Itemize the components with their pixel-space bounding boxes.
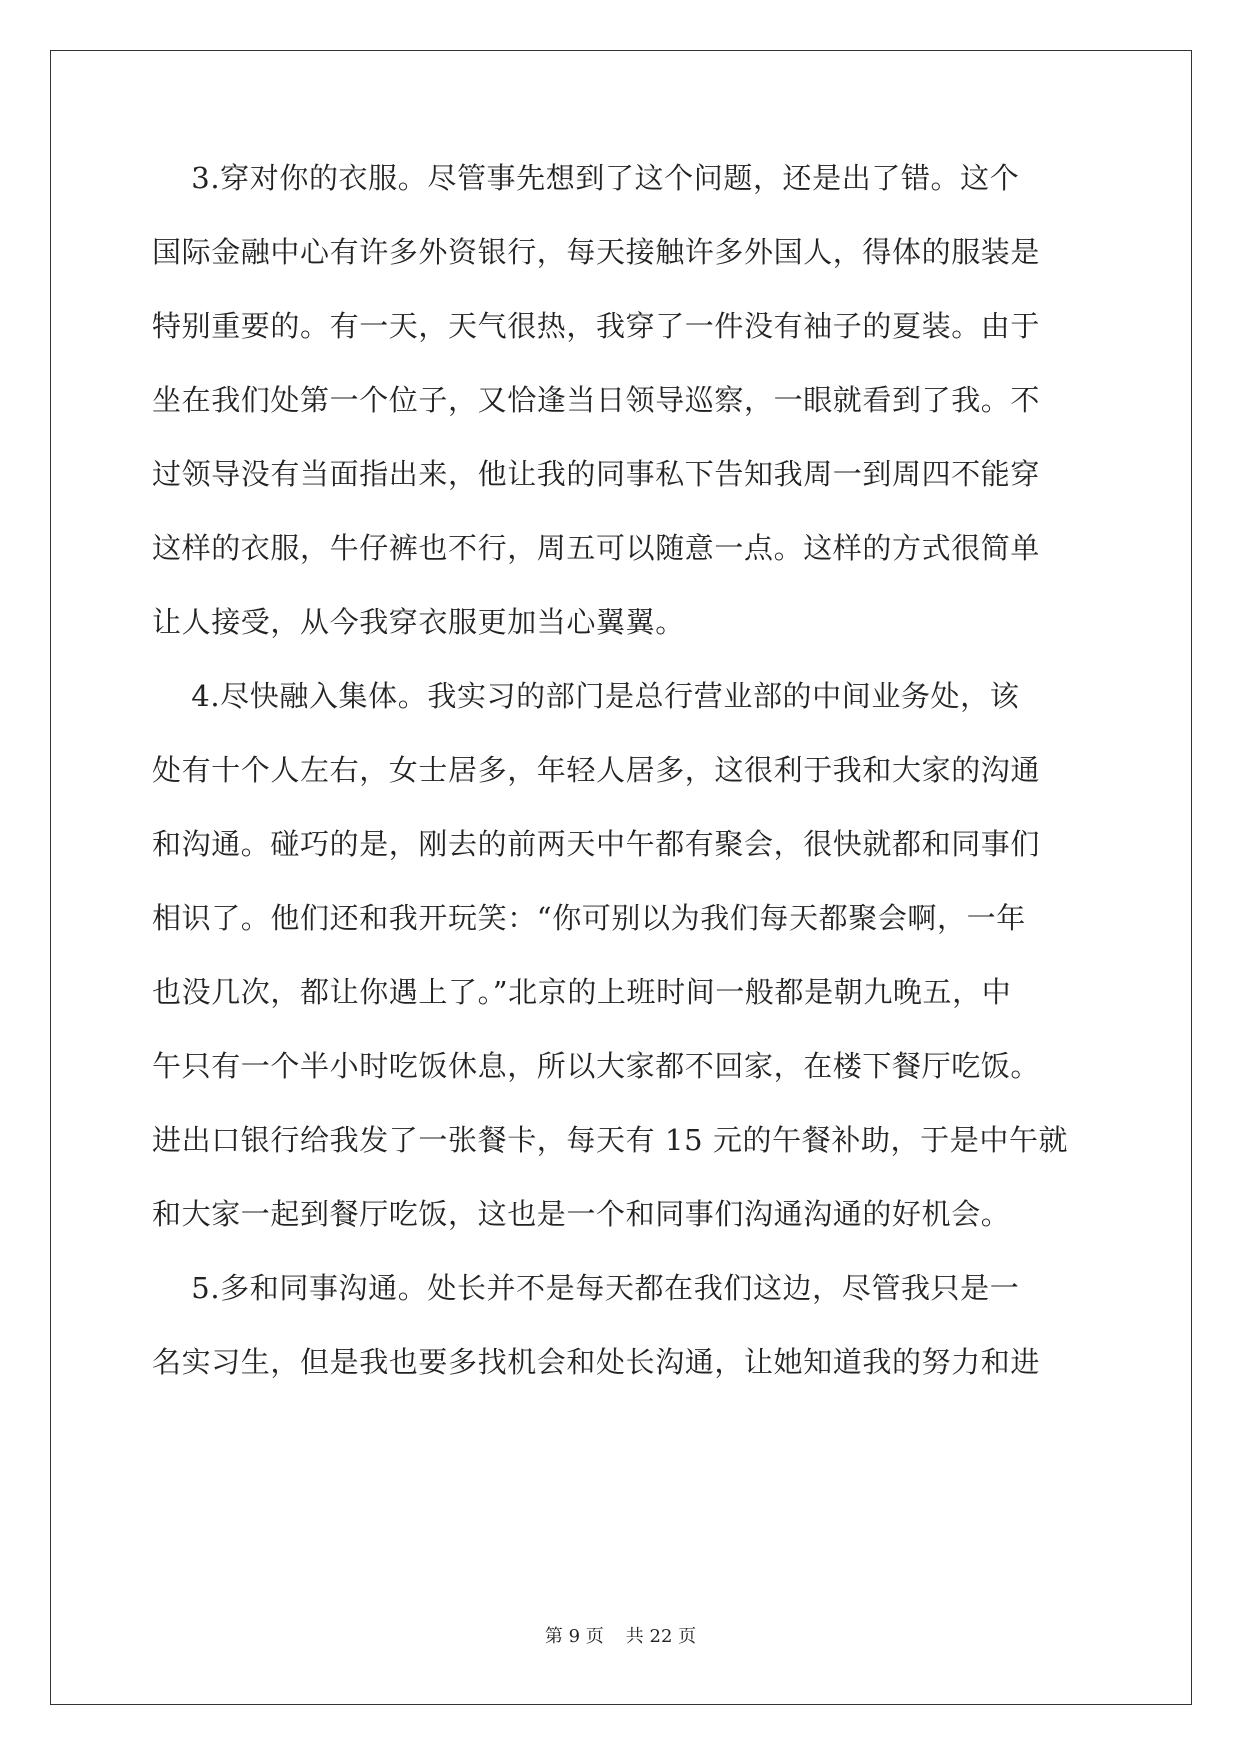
text-line: 这样的衣服，牛仔裤也不行，周五可以随意一点。这样的方式很简单 — [152, 531, 1041, 565]
page-footer — [0, 1622, 1241, 1648]
text-line: 午只有一个半小时吃饭休息，所以大家都不回家，在楼下餐厅吃饭。 — [152, 1049, 1041, 1083]
page-number: 第 9 页 — [544, 1626, 604, 1647]
text-line: 和大家一起到餐厅吃饭，这也是一个和同事们沟通沟通的好机会。 — [152, 1197, 1011, 1231]
text-line: 名实习生，但是我也要多找机会和处长沟通，让她知道我的努力和进 — [152, 1345, 1041, 1379]
text-line: 进出口银行给我发了一张餐卡，每天有 15 元的午餐补助，于是中午就 — [152, 1123, 1069, 1157]
text-line: 让人接受，从今我穿衣服更加当心翼翼。 — [152, 605, 685, 639]
text-line: 相识了。他们还和我开玩笑：“你可别以为我们每天都聚会啊，一年 — [152, 901, 1026, 935]
text-line: 4.尽快融入集体。我实习的部门是总行营业部的中间业务处，该 — [152, 679, 1020, 713]
text-line: 处有十个人左右，女士居多，年轻人居多，这很利于我和大家的沟通 — [152, 753, 1041, 787]
page-border — [50, 50, 1192, 1705]
text-line: 也没几次，都让你遇上了。”北京的上班时间一般都是朝九晚五，中 — [152, 975, 1012, 1009]
text-line: 5.多和同事沟通。处长并不是每天都在我们这边，尽管我只是一 — [152, 1271, 1020, 1305]
text-line: 国际金融中心有许多外资银行，每天接触许多外国人，得体的服装是 — [152, 235, 1041, 269]
text-line: 特别重要的。有一天，天气很热，我穿了一件没有袖子的夏装。由于 — [152, 309, 1041, 343]
text-line: 坐在我们处第一个位子，又恰逢当日领导巡察，一眼就看到了我。不 — [152, 383, 1041, 417]
text-line: 和沟通。碰巧的是，刚去的前两天中午都有聚会，很快就都和同事们 — [152, 827, 1041, 861]
text-line: 过领导没有当面指出来，他让我的同事私下告知我周一到周四不能穿 — [152, 457, 1041, 491]
page-total: 共 22 页 — [625, 1626, 697, 1647]
text-line: 3.穿对你的衣服。尽管事先想到了这个问题，还是出了错。这个 — [152, 161, 1020, 195]
